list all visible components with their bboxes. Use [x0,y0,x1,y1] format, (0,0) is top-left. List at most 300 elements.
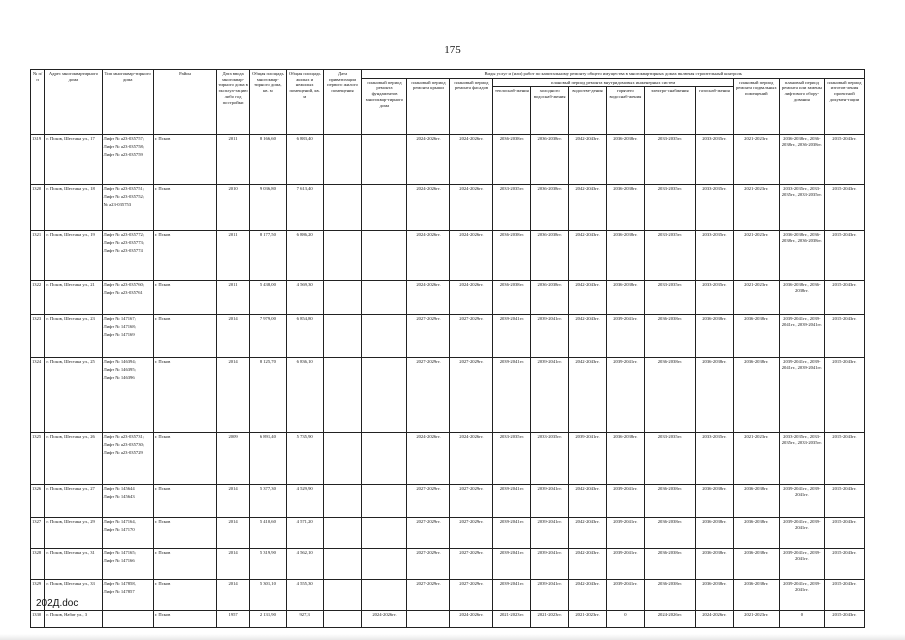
row-total-area: 8 125,70 [249,358,286,433]
row-privatization [323,315,362,358]
header-living-area: Общая площадь жилых и нежилых помещений, кв. м [286,70,323,135]
row-living-area: 6 854,80 [286,315,323,358]
row-privatization [323,580,362,611]
row-total-area: 5 377,30 [249,485,286,518]
header-roof: плановый период ремонта крыши [407,78,450,135]
header-systems-group: плановый период ремонта внутридомовых инженерных систем [493,78,733,87]
row-facade: 2027-2029гг. [450,315,493,358]
row-roof: 2027-2029гг. [407,485,450,518]
row-gas: 2036-2038гг. [695,358,733,433]
row-elevators: 2039-2041гг., 2039-2041гг. [779,518,824,549]
header-num: № п/п [31,70,45,135]
row-sewer: 2042-2043гг. [569,185,607,231]
row-heating: 2033-2035гг. [493,433,531,485]
row-total-area: 7 979,00 [249,315,286,358]
row-privatization [323,231,362,281]
row-lifts [102,611,153,628]
row-num: 1319 [31,135,45,185]
row-hot-water: 2039-2041гг. [606,580,644,611]
row-cold-water: 2039-2041гг. [531,358,569,433]
row-address: г. Псков, Шестака ул., 21 [45,281,102,315]
row-foundation [362,580,407,611]
row-address: г. Псков, Шестака ул., 25 [45,358,102,433]
row-gas: 2036-2038гг. [695,315,733,358]
row-address: г. Псков, Шестака ул., 31 [45,549,102,580]
header-works-group: Виды услуг и (или) работ по капитальному ремонту общего имущества в многоквартирных домах включая строительный контроль [362,70,865,79]
row-privatization [323,358,362,433]
row-lifts [102,549,153,580]
row-cold-water: 2036-2038гг. [531,135,569,185]
row-elevators: 2036-2038гг., 2036-2038гг., 2036-2038гг. [779,135,824,185]
row-basement: 2021-2023гг. [733,611,779,628]
row-sewer: 2042-2043гг. [569,358,607,433]
lift-number: Лифт № а23-035773; [103,240,145,246]
row-heating: 2036-2038гг. [493,281,531,315]
row-address: г. Псков, Шестака ул., 29 [45,518,102,549]
row-living-area: 5 735,90 [286,433,323,485]
row-lifts [102,358,153,433]
footer-filename: 202Д.doc [36,598,79,609]
row-heating: 2039-2041гг. [493,485,531,518]
row-cold-water: 2021-2023гг. [531,611,569,628]
row-hot-water: 0 [606,611,644,628]
row-lifts [102,518,153,549]
row-living-area: 7 613,40 [286,185,323,231]
row-year: 2011 [217,231,250,281]
lift-number: Лифт № 147168; [103,324,136,330]
row-electric: 2024-2026гг. [644,611,695,628]
row-heating: 2036-2038гг. [493,135,531,185]
row-foundation: 2024-2026гг. [362,611,407,628]
row-district: г. Псков [153,185,216,231]
row-num: 1325 [31,433,45,485]
row-year: 2014 [217,485,250,518]
row-privatization [323,281,362,315]
row-roof: 2024-2026гг. [407,231,450,281]
row-hot-water: 2036-2038гг. [606,281,644,315]
row-electric: 2033-2035гг. [644,433,695,485]
row-gas: 2033-2035гг. [695,281,733,315]
row-lifts [102,231,153,281]
row-foundation [362,518,407,549]
row-num: 1328 [31,549,45,580]
row-roof: 2024-2026гг. [407,185,450,231]
header-sewer: водоотве-дения [569,87,607,135]
row-num: 1321 [31,231,45,281]
row-sewer: 2039-2041гг. [569,433,607,485]
row-gas: 2036-2038гг. [695,580,733,611]
row-cold-water: 2039-2041гг. [531,315,569,358]
row-facade: 2024-2026гг. [450,611,493,628]
row-living-area: 4 571,20 [286,518,323,549]
row-year: 2014 [217,549,250,580]
lift-number: Лифт № а23-035761 [103,290,143,296]
row-hot-water: 2039-2041гг. [606,518,644,549]
row-district: г. Псков [153,135,216,185]
row-foundation [362,185,407,231]
row-year: 2010 [217,185,250,231]
header-district: Район [153,70,216,135]
row-heating: 2033-2035гг. [493,185,531,231]
lift-number: Лифт № а23-035757; [103,136,145,142]
row-total-area: 9 036,80 [249,185,286,231]
row-docs: 2015-2043гг. [824,518,864,549]
row-foundation [362,315,407,358]
row-heating: 2036-2038гг. [493,231,531,281]
table-row [31,135,865,185]
row-living-area: 927,3 [286,611,323,628]
row-electric: 2033-2035гг. [644,231,695,281]
row-heating: 2021-2023гг. [493,611,531,628]
row-sewer: 2021-2023гг. [569,611,607,628]
row-basement: 2036-2038гг. [733,485,779,518]
row-docs: 2015-2043гг. [824,281,864,315]
row-docs: 2015-2043гг. [824,315,864,358]
row-heating: 2039-2041гг. [493,518,531,549]
row-heating: 2039-2041гг. [493,358,531,433]
row-num: 1329 [31,580,45,611]
lift-number: Лифт № 147164, [103,519,136,525]
row-district: г. Псков [153,315,216,358]
header-cold-water: холодного водоснаб-жения [531,87,569,135]
row-elevators: 2036-2038гг., 2036-2038гг. [779,281,824,315]
row-cold-water: 2036-2038гг. [531,231,569,281]
row-cold-water: 2039-2041гг. [531,549,569,580]
row-year: 2014 [217,518,250,549]
row-address: г. Псков, Шестака ул., 33 [45,580,102,611]
table-row [31,315,865,358]
header-foundation: плановый период ремонта фундаментов многоквар-тирного дома [362,78,407,135]
row-roof: 2024-2026гг. [407,135,450,185]
row-facade: 2027-2029гг. [450,549,493,580]
table-row [31,185,865,231]
row-roof: 2027-2029гг. [407,549,450,580]
row-living-area: 4 555,30 [286,580,323,611]
lift-number: Лифт № 147858, [103,581,136,587]
row-facade: 2027-2029гг. [450,485,493,518]
row-docs: 2015-2043гг. [824,231,864,281]
row-living-area: 4 569,30 [286,281,323,315]
row-docs: 2015-2043гг. [824,611,864,628]
row-address: г. Псков, Шестака ул., 23 [45,315,102,358]
row-elevators: 2033-2035гг., 2033-2035гг., 2033-2035гг. [779,433,824,485]
row-elevators: 2033-2035гг., 2033-2035гг., 2033-2035гг. [779,185,824,231]
row-year: 1957 [217,611,250,628]
header-privatization: Дата приватизации первого жилого помещения [323,70,362,135]
row-hot-water: 2036-2038гг. [606,185,644,231]
lift-number: Лифт № а23-035760; [103,282,145,288]
row-sewer: 2042-2043гг. [569,135,607,185]
row-cold-water: 2036-2038гг. [531,281,569,315]
row-cold-water: 2033-2035гг. [531,433,569,485]
lift-number: Лифт № 147167; [103,316,136,322]
table-row [31,485,865,518]
table-body [31,135,865,628]
table-row [31,358,865,433]
header-elevators: плановый период ремонта или замены лифтового обору-дования [779,78,824,135]
lift-number: Лифт № а23-035730; [103,442,145,448]
row-address: г. Псков, Набат ул., 3 [45,611,102,628]
row-district: г. Псков [153,231,216,281]
row-privatization [323,135,362,185]
row-district: г. Псков [153,281,216,315]
row-lifts [102,433,153,485]
row-year: 2014 [217,580,250,611]
lift-number: Лифт № 145644 [103,486,135,492]
row-facade: 2024-2026гг. [450,135,493,185]
row-electric: 2036-2038гг. [644,358,695,433]
row-foundation [362,231,407,281]
row-year: 2014 [217,358,250,433]
header-docs: плановый период изготов-ления проектной докумен-тации [824,78,864,135]
row-address: г. Псков, Шестака ул., 18 [45,185,102,231]
row-district: г. Псков [153,611,216,628]
row-num: 1324 [31,358,45,433]
table-row [31,281,865,315]
row-basement: 2021-2023гг. [733,433,779,485]
row-elevators: 2039-2041гг., 2039-2041гг., 2039-2041гг. [779,358,824,433]
row-hot-water: 2039-2041гг. [606,315,644,358]
row-district: г. Псков [153,358,216,433]
lift-number: Лифт № а23-035772; [103,232,145,238]
table-row [31,518,865,549]
row-elevators: 2039-2041гг., 2039-2041гг., 2039-2041гг. [779,315,824,358]
row-elevators: 2039-2041гг., 2039-2041гг. [779,549,824,580]
row-living-area: 6 883,40 [286,135,323,185]
row-living-area: 4 562,10 [286,549,323,580]
table-row [31,580,865,611]
row-foundation [362,358,407,433]
lift-number: Лифт № 147170 [103,527,135,533]
row-total-area: 5 319,90 [249,549,286,580]
row-lifts [102,580,153,611]
row-lifts [102,185,153,231]
row-facade: 2027-2029гг. [450,358,493,433]
row-sewer: 2042-2043гг. [569,518,607,549]
row-facade: 2027-2029гг. [450,580,493,611]
row-lifts [102,315,153,358]
row-foundation [362,433,407,485]
row-basement: 2021-2023гг. [733,185,779,231]
row-living-area: 6 836,10 [286,358,323,433]
row-district: г. Псков [153,518,216,549]
row-privatization [323,433,362,485]
row-total-area: 6 891,40 [249,433,286,485]
row-address: г. Псков, Шестака ул., 17 [45,135,102,185]
row-total-area: 8 166,60 [249,135,286,185]
row-docs: 2015-2043гг. [824,433,864,485]
lift-number: Лифт № а23-035758; [103,144,145,150]
row-gas: 2033-2035гг. [695,433,733,485]
header-year: Дата ввода многоквар-тирного дома в эксплуа-тацию либо год постройки [217,70,250,135]
lift-number: Лифт № 147857 [103,589,135,595]
row-gas: 2024-2026гг. [695,611,733,628]
row-docs: 2015-2043гг. [824,358,864,433]
row-basement: 2036-2038гг. [733,580,779,611]
row-gas: 2036-2038гг. [695,518,733,549]
lift-number: Лифт № а23-035751; [103,186,145,192]
row-gas: 2033-2035гг. [695,231,733,281]
row-privatization [323,185,362,231]
row-lifts [102,485,153,518]
row-elevators: 2036-2038гг., 2036-2038гг., 2036-2038гг. [779,231,824,281]
row-facade: 2024-2026гг. [450,433,493,485]
page-number: 175 [444,44,461,56]
row-total-area: 8 177,50 [249,231,286,281]
row-gas: 2036-2038гг. [695,485,733,518]
row-electric: 2036-2038гг. [644,549,695,580]
header-heating: теплоснаб-жения [493,87,531,135]
row-sewer: 2042-2043гг. [569,281,607,315]
row-elevators: 2039-2041гг., 2039-2041гг. [779,580,824,611]
row-district: г. Псков [153,549,216,580]
table-row [31,433,865,485]
row-year: 2011 [217,135,250,185]
table-row [31,231,865,281]
table-row [31,549,865,580]
row-electric: 2036-2038гг. [644,580,695,611]
row-facade: 2027-2029гг. [450,518,493,549]
header-facade: плановый период ремонта фасадов [450,78,493,135]
row-cold-water: 2039-2041гг. [531,485,569,518]
row-sewer: 2042-2043гг. [569,315,607,358]
row-basement: 2036-2038гг. [733,358,779,433]
row-docs: 2015-2043гг. [824,580,864,611]
row-cold-water: 2039-2041гг. [531,580,569,611]
row-hot-water: 2039-2041гг. [606,549,644,580]
row-lifts [102,135,153,185]
row-address: г. Псков, Шестака ул., 26 [45,433,102,485]
row-facade: 2024-2026гг. [450,281,493,315]
row-roof: 2024-2026гг. [407,281,450,315]
row-year: 2009 [217,433,250,485]
row-district: г. Псков [153,580,216,611]
row-total-area: 2 131,90 [249,611,286,628]
row-roof: 2027-2029гг. [407,518,450,549]
row-num: 1326 [31,485,45,518]
row-hot-water: 2036-2038гг. [606,231,644,281]
lift-number: Лифт № а23-035774 [103,247,143,253]
row-electric: 2036-2038гг. [644,485,695,518]
row-living-area: 4 529,90 [286,485,323,518]
row-num: 1322 [31,281,45,315]
row-roof: 2027-2029гг. [407,358,450,433]
row-total-area: 5 301,10 [249,580,286,611]
lift-number: Лифт № 146394; [103,359,136,365]
lift-number: Лифт № а23-035752; [103,194,145,200]
row-sewer: 2042-2043гг. [569,231,607,281]
row-hot-water: 2039-2041гг. [606,485,644,518]
row-roof: 2024-2026гг. [407,433,450,485]
row-docs: 2015-2043гг. [824,485,864,518]
row-docs: 2015-2043гг. [824,135,864,185]
row-sewer: 2042-2043гг. [569,485,607,518]
row-foundation [362,485,407,518]
lift-number: Лифт № 147169 [103,331,135,337]
row-year: 2011 [217,281,250,315]
lift-number: Лифт № а23-035759 [103,151,143,157]
row-sewer: 2042-2043гг. [569,549,607,580]
row-hot-water: 2036-2038гг. [606,433,644,485]
row-basement: 2036-2038гг. [733,315,779,358]
row-district: г. Псков [153,485,216,518]
row-cold-water: 2036-2038гг. [531,185,569,231]
row-total-area: 5 410,60 [249,518,286,549]
lift-number: Лифт № 147166 [103,558,135,564]
row-roof: 2027-2029гг. [407,315,450,358]
row-docs: 2015-2043гг. [824,549,864,580]
row-hot-water: 2036-2038гг. [606,135,644,185]
row-year: 2014 [217,315,250,358]
header-address: Адрес многоквартирного дома [45,70,102,135]
header-gas: газоснаб-жения [695,87,733,135]
row-privatization [323,549,362,580]
row-lifts [102,281,153,315]
row-privatization [323,518,362,549]
row-gas: 2033-2035гг. [695,185,733,231]
row-foundation [362,549,407,580]
row-electric: 2033-2035гг. [644,281,695,315]
row-sewer: 2042-2043гг. [569,580,607,611]
row-district: г. Псков [153,433,216,485]
row-basement: 2036-2038гг. [733,549,779,580]
row-address: г. Псков, Шестака ул., 27 [45,485,102,518]
row-total-area: 5 438,00 [249,281,286,315]
header-total-area: Общая площадь многоквар-тирного дома, кв. м [249,70,286,135]
row-elevators: 0 [779,611,824,628]
row-elevators: 2039-2041гг., 2039-2041гг. [779,485,824,518]
row-gas: 2036-2038гг. [695,549,733,580]
capital-repair-table [30,69,865,628]
lift-number: Лифт № 146395; [103,367,136,373]
lift-number: Лифт № 147165; [103,550,136,556]
header-electric: электро-снабжения [644,87,695,135]
row-foundation [362,281,407,315]
row-gas: 2033-2035гг. [695,135,733,185]
row-heating: 2039-2041гг. [493,315,531,358]
row-num: 1323 [31,315,45,358]
header-basement: плановый период ремонта подвальных помещений [733,78,779,135]
row-num: 1330 [31,611,45,628]
header-hot-water: горячего водоснаб-жения [606,87,644,135]
scan-edge [0,634,905,640]
row-privatization [323,611,362,628]
lift-number: Лифт № 146396 [103,374,135,380]
lift-number: № а23-035753 [103,201,132,207]
header-elevator-type: Тип многоквар-тирного дома [102,70,153,135]
row-basement: 2036-2038гг. [733,518,779,549]
row-address: г. Псков, Шестака ул., 19 [45,231,102,281]
row-facade: 2024-2026гг. [450,185,493,231]
lift-number: Лифт № а23-035729 [103,449,143,455]
row-heating: 2039-2041гг. [493,580,531,611]
row-docs: 2015-2043гг. [824,185,864,231]
row-num: 1327 [31,518,45,549]
row-basement: 2021-2023гг. [733,135,779,185]
row-privatization [323,485,362,518]
row-num: 1320 [31,185,45,231]
row-electric: 2036-2038гг. [644,518,695,549]
table-row [31,611,865,628]
row-hot-water: 2039-2041гг. [606,358,644,433]
lift-number: Лифт № а23-035731; [103,434,145,440]
row-roof [407,611,450,628]
row-facade: 2024-2026гг. [450,231,493,281]
row-basement: 2021-2023гг. [733,231,779,281]
row-basement: 2021-2023гг. [733,281,779,315]
row-heating: 2039-2041гг. [493,549,531,580]
row-electric: 2033-2035гг. [644,135,695,185]
